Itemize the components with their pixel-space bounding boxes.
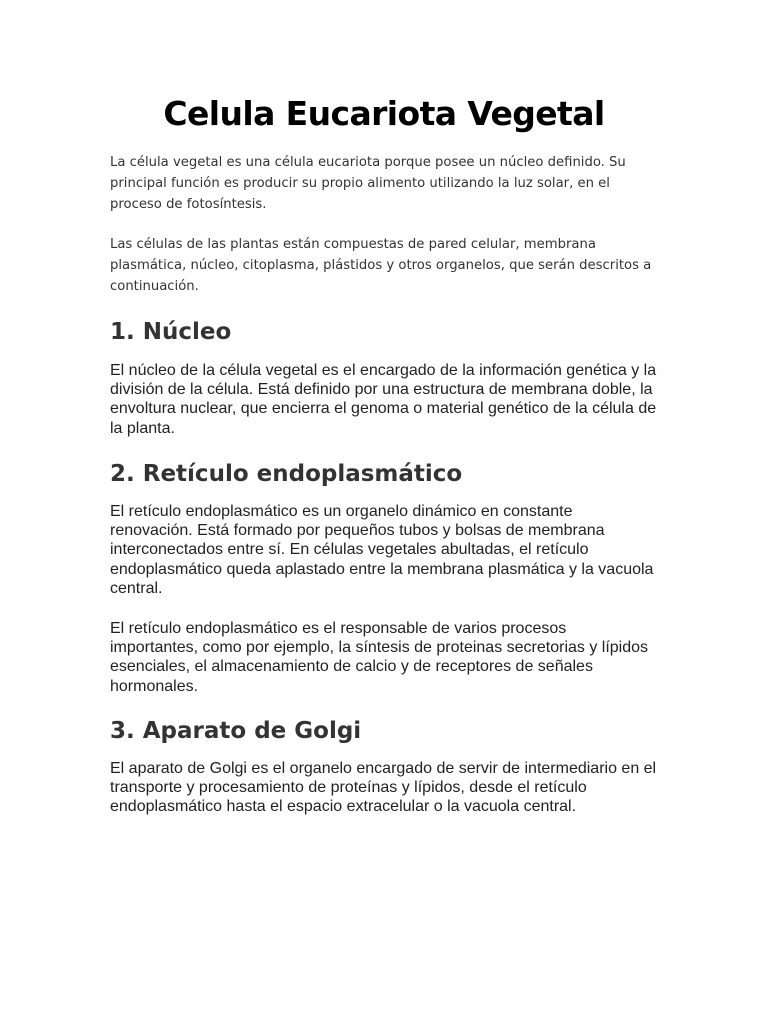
section-heading-golgi: 3. Aparato de Golgi	[110, 718, 362, 744]
intro-paragraph: La célula vegetal es una célula eucariota porque posee un núcleo definido. Su principal función es producir su propio alimento utilizando la luz solar, en el proceso de fotosíntesis.	[110, 155, 626, 212]
section-paragraph: El aparato de Golgi es el organelo encargado de servir de intermediario en el transporte y procesamiento de proteínas y lípidos, desde el retículo endoplasmático hasta el espacio extracelular o la vacuola central.	[110, 760, 657, 816]
document-title: Celula Eucariota Vegetal	[163, 94, 605, 133]
section-paragraph: El núcleo de la célula vegetal es el encargado de la información genética y la división de la célula. Está definido por una estructura de membrana doble, la envoltura nuclear, que encierra el genoma o material genético de la célula de la planta.	[110, 362, 657, 437]
intro-paragraph: Las células de las plantas están compuestas de pared celular, membrana plasmática, núcleo, citoplasma, plástidos y otros organelos, que serán descritos a continuación.	[110, 237, 652, 294]
section-paragraph: El retículo endoplasmático es un organelo dinámico en constante renovación. Está formado por pequeños tubos y bolsas de membrana interconectados entre sí. En células vegetales abultadas, el retículo endoplasmático queda aplastado entre la membrana plasmática y la vacuola central.	[110, 503, 654, 597]
section-heading-nucleo: 1. Núcleo	[110, 319, 232, 345]
section-heading-reticulo: 2. Retículo endoplasmático	[110, 461, 463, 487]
section-paragraph: El retículo endoplasmático es el responsable de varios procesos importantes, como por ejemplo, la síntesis de proteinas secretorias y lípidos esenciales, el almacenamiento de calcio y de receptores de señales hormonales.	[110, 620, 649, 695]
